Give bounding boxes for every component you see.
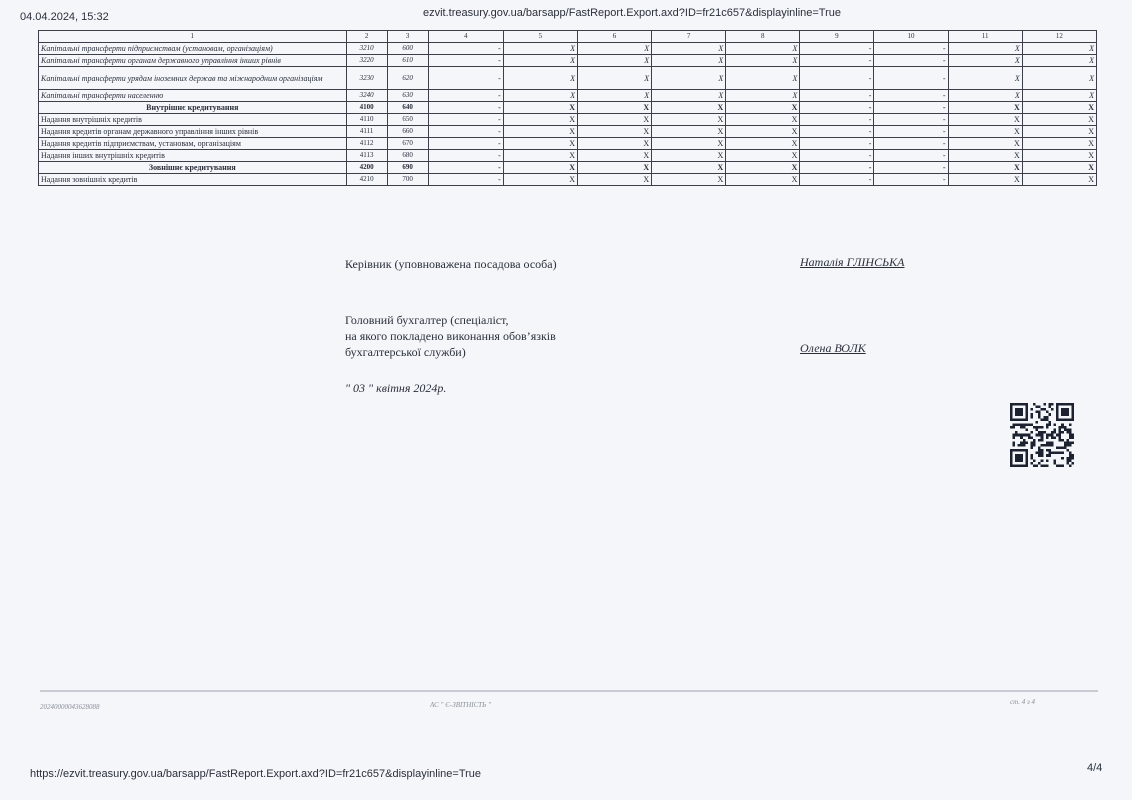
row-name-cell: Надання внутрішніх кредитів bbox=[39, 114, 347, 126]
row-value-cell: X bbox=[948, 174, 1022, 186]
page-marker: ст. 4 з 4 bbox=[1010, 698, 1035, 706]
row-value-cell: - bbox=[428, 162, 503, 174]
table-row bbox=[39, 138, 1097, 150]
row-name-cell: Надання кредитів підприємствам, установам, організаціям bbox=[39, 138, 347, 150]
row-value-cell: X bbox=[652, 162, 726, 174]
row-value-cell: - bbox=[874, 150, 948, 162]
row-value-cell: - bbox=[428, 55, 503, 67]
row-code-cell: 4210 bbox=[346, 174, 387, 186]
footer-divider bbox=[40, 690, 1098, 692]
row-value-cell: X bbox=[577, 67, 651, 90]
row-value-cell: - bbox=[874, 114, 948, 126]
row-value-cell: - bbox=[800, 114, 874, 126]
accountant-title-line: бухгалтерської служби) bbox=[345, 345, 466, 359]
row-name-cell: Внутрішнє кредитування bbox=[39, 102, 347, 114]
accountant-signature-title bbox=[345, 312, 556, 360]
row-value-cell: X bbox=[726, 138, 800, 150]
row-value-cell: X bbox=[503, 67, 577, 90]
footer-url: https://ezvit.treasury.gov.ua/barsapp/FastReport.Export.axd?ID=fr21c657&displayinline=True bbox=[30, 768, 482, 780]
row-value-cell: X bbox=[503, 162, 577, 174]
row-line-cell: 620 bbox=[387, 67, 428, 90]
row-value-cell: X bbox=[948, 67, 1022, 90]
row-value-cell: - bbox=[874, 67, 948, 90]
row-value-cell: X bbox=[726, 162, 800, 174]
row-code-cell: 3210 bbox=[346, 43, 387, 55]
row-name-cell: Капітальні трансферти органам державного управління інших рівнів bbox=[39, 55, 347, 67]
row-value-cell: X bbox=[503, 138, 577, 150]
row-code-cell: 4112 bbox=[346, 138, 387, 150]
head-signature-title: Керівник (уповноважена посадова особа) bbox=[345, 257, 557, 271]
row-value-cell: X bbox=[948, 114, 1022, 126]
row-code-cell: 4113 bbox=[346, 150, 387, 162]
row-line-cell: 690 bbox=[387, 162, 428, 174]
row-value-cell: X bbox=[948, 138, 1022, 150]
row-value-cell: - bbox=[874, 162, 948, 174]
row-value-cell: X bbox=[652, 43, 726, 55]
row-value-cell: - bbox=[800, 67, 874, 90]
table-row bbox=[39, 55, 1097, 67]
row-value-cell: X bbox=[726, 174, 800, 186]
print-datetime: 04.04.2024, 15:32 bbox=[20, 11, 109, 23]
row-line-cell: 680 bbox=[387, 150, 428, 162]
row-value-cell: X bbox=[503, 126, 577, 138]
qr-code bbox=[1010, 403, 1074, 467]
column-header: 7 bbox=[652, 31, 726, 43]
row-value-cell: X bbox=[652, 114, 726, 126]
signature-date: " 03 " квітня 2024р. bbox=[345, 381, 447, 395]
row-value-cell: X bbox=[726, 43, 800, 55]
row-value-cell: - bbox=[800, 102, 874, 114]
row-value-cell: X bbox=[503, 114, 577, 126]
row-value-cell: X bbox=[948, 126, 1022, 138]
table-row bbox=[39, 102, 1097, 114]
row-line-cell: 660 bbox=[387, 126, 428, 138]
row-value-cell: X bbox=[1022, 90, 1096, 102]
row-value-cell: X bbox=[1022, 102, 1096, 114]
row-value-cell: X bbox=[577, 102, 651, 114]
document-id: 20240000043628088 bbox=[40, 703, 100, 711]
table-row bbox=[39, 126, 1097, 138]
row-value-cell: X bbox=[652, 174, 726, 186]
column-header: 1 bbox=[39, 31, 347, 43]
row-value-cell: X bbox=[948, 162, 1022, 174]
row-value-cell: X bbox=[652, 126, 726, 138]
table-row bbox=[39, 150, 1097, 162]
row-value-cell: X bbox=[1022, 43, 1096, 55]
row-value-cell: X bbox=[503, 90, 577, 102]
row-value-cell: X bbox=[1022, 114, 1096, 126]
accountant-title-line: на якого покладено виконання обов’язків bbox=[345, 329, 556, 343]
row-value-cell: X bbox=[652, 138, 726, 150]
row-value-cell: X bbox=[726, 55, 800, 67]
row-value-cell: - bbox=[874, 138, 948, 150]
row-value-cell: - bbox=[428, 90, 503, 102]
row-code-cell: 3220 bbox=[346, 55, 387, 67]
row-value-cell: X bbox=[726, 126, 800, 138]
row-value-cell: - bbox=[428, 43, 503, 55]
table-row bbox=[39, 162, 1097, 174]
row-value-cell: X bbox=[1022, 126, 1096, 138]
row-value-cell: X bbox=[948, 43, 1022, 55]
row-name-cell: Капітальні трансферти урядам іноземних держав та міжнародним організаціям bbox=[39, 67, 347, 90]
table-row bbox=[39, 114, 1097, 126]
row-value-cell: - bbox=[874, 174, 948, 186]
column-header: 8 bbox=[726, 31, 800, 43]
row-value-cell: X bbox=[503, 102, 577, 114]
accountant-title-line: Головний бухгалтер (спеціаліст, bbox=[345, 313, 509, 327]
print-header-url: ezvit.treasury.gov.ua/barsapp/FastReport.Export.axd?ID=fr21c657&displayinline=True bbox=[423, 7, 842, 19]
row-value-cell: - bbox=[874, 126, 948, 138]
row-name-cell: Капітальні трансферти підприємствам (установам, організаціям) bbox=[39, 43, 347, 55]
row-value-cell: X bbox=[577, 150, 651, 162]
row-value-cell: X bbox=[1022, 138, 1096, 150]
column-header: 6 bbox=[577, 31, 651, 43]
row-value-cell: X bbox=[503, 174, 577, 186]
row-line-cell: 650 bbox=[387, 114, 428, 126]
row-value-cell: X bbox=[577, 126, 651, 138]
page-counter: 4/4 bbox=[1087, 762, 1103, 774]
row-code-cell: 3240 bbox=[346, 90, 387, 102]
column-header: 5 bbox=[503, 31, 577, 43]
row-value-cell: X bbox=[1022, 67, 1096, 90]
row-value-cell: X bbox=[652, 150, 726, 162]
system-name: АС " Є-ЗВІТНІСТЬ " bbox=[430, 701, 491, 709]
row-value-cell: - bbox=[428, 126, 503, 138]
row-line-cell: 610 bbox=[387, 55, 428, 67]
table-row bbox=[39, 43, 1097, 55]
row-value-cell: X bbox=[948, 150, 1022, 162]
row-line-cell: 700 bbox=[387, 174, 428, 186]
row-value-cell: - bbox=[874, 102, 948, 114]
row-code-cell: 4110 bbox=[346, 114, 387, 126]
row-value-cell: - bbox=[800, 43, 874, 55]
row-value-cell: X bbox=[652, 90, 726, 102]
row-value-cell: X bbox=[652, 55, 726, 67]
row-value-cell: X bbox=[726, 102, 800, 114]
row-value-cell: - bbox=[428, 150, 503, 162]
row-value-cell: - bbox=[874, 55, 948, 67]
row-value-cell: X bbox=[726, 90, 800, 102]
row-name-cell: Капітальні трансферти населенню bbox=[39, 90, 347, 102]
row-value-cell: - bbox=[428, 67, 503, 90]
column-header: 9 bbox=[800, 31, 874, 43]
column-header: 11 bbox=[948, 31, 1022, 43]
row-value-cell: X bbox=[503, 150, 577, 162]
row-value-cell: - bbox=[428, 174, 503, 186]
row-name-cell: Зовнішнє кредитування bbox=[39, 162, 347, 174]
row-value-cell: - bbox=[800, 174, 874, 186]
row-value-cell: X bbox=[726, 114, 800, 126]
row-code-cell: 4200 bbox=[346, 162, 387, 174]
accountant-signature-name: Олена ВОЛК bbox=[800, 341, 866, 355]
row-value-cell: X bbox=[1022, 150, 1096, 162]
column-header: 10 bbox=[874, 31, 948, 43]
row-value-cell: - bbox=[428, 102, 503, 114]
row-value-cell: X bbox=[948, 90, 1022, 102]
row-value-cell: X bbox=[503, 43, 577, 55]
row-value-cell: X bbox=[577, 138, 651, 150]
row-code-cell: 4100 bbox=[346, 102, 387, 114]
row-code-cell: 4111 bbox=[346, 126, 387, 138]
row-name-cell: Надання кредитів органам державного управління інших рівнів bbox=[39, 126, 347, 138]
table-row bbox=[39, 67, 1097, 90]
table-header-row bbox=[39, 31, 1097, 43]
row-value-cell: X bbox=[1022, 162, 1096, 174]
row-value-cell: - bbox=[800, 90, 874, 102]
column-header: 3 bbox=[387, 31, 428, 43]
column-header: 4 bbox=[428, 31, 503, 43]
row-value-cell: - bbox=[800, 126, 874, 138]
column-header: 2 bbox=[346, 31, 387, 43]
row-value-cell: X bbox=[652, 67, 726, 90]
head-signature-name: Наталія ГЛІНСЬКА bbox=[800, 255, 905, 269]
row-value-cell: X bbox=[577, 55, 651, 67]
row-value-cell: - bbox=[800, 55, 874, 67]
row-value-cell: X bbox=[1022, 55, 1096, 67]
row-value-cell: X bbox=[577, 174, 651, 186]
row-value-cell: X bbox=[726, 67, 800, 90]
row-name-cell: Надання зовнішніх кредитів bbox=[39, 174, 347, 186]
row-line-cell: 670 bbox=[387, 138, 428, 150]
row-name-cell: Надання інших внутрішніх кредитів bbox=[39, 150, 347, 162]
row-value-cell: X bbox=[577, 43, 651, 55]
row-value-cell: X bbox=[1022, 174, 1096, 186]
row-value-cell: - bbox=[428, 114, 503, 126]
row-value-cell: X bbox=[503, 55, 577, 67]
row-value-cell: X bbox=[948, 102, 1022, 114]
row-value-cell: - bbox=[800, 150, 874, 162]
row-value-cell: - bbox=[800, 162, 874, 174]
report-table bbox=[38, 30, 1097, 186]
row-value-cell: - bbox=[800, 138, 874, 150]
row-value-cell: X bbox=[948, 55, 1022, 67]
row-value-cell: - bbox=[428, 138, 503, 150]
row-value-cell: X bbox=[726, 150, 800, 162]
row-line-cell: 630 bbox=[387, 90, 428, 102]
row-value-cell: X bbox=[577, 90, 651, 102]
table-row bbox=[39, 174, 1097, 186]
row-value-cell: - bbox=[874, 43, 948, 55]
row-line-cell: 600 bbox=[387, 43, 428, 55]
table-row bbox=[39, 90, 1097, 102]
row-code-cell: 3230 bbox=[346, 67, 387, 90]
column-header: 12 bbox=[1022, 31, 1096, 43]
row-value-cell: X bbox=[577, 114, 651, 126]
row-line-cell: 640 bbox=[387, 102, 428, 114]
row-value-cell: X bbox=[652, 102, 726, 114]
row-value-cell: X bbox=[577, 162, 651, 174]
row-value-cell: - bbox=[874, 90, 948, 102]
